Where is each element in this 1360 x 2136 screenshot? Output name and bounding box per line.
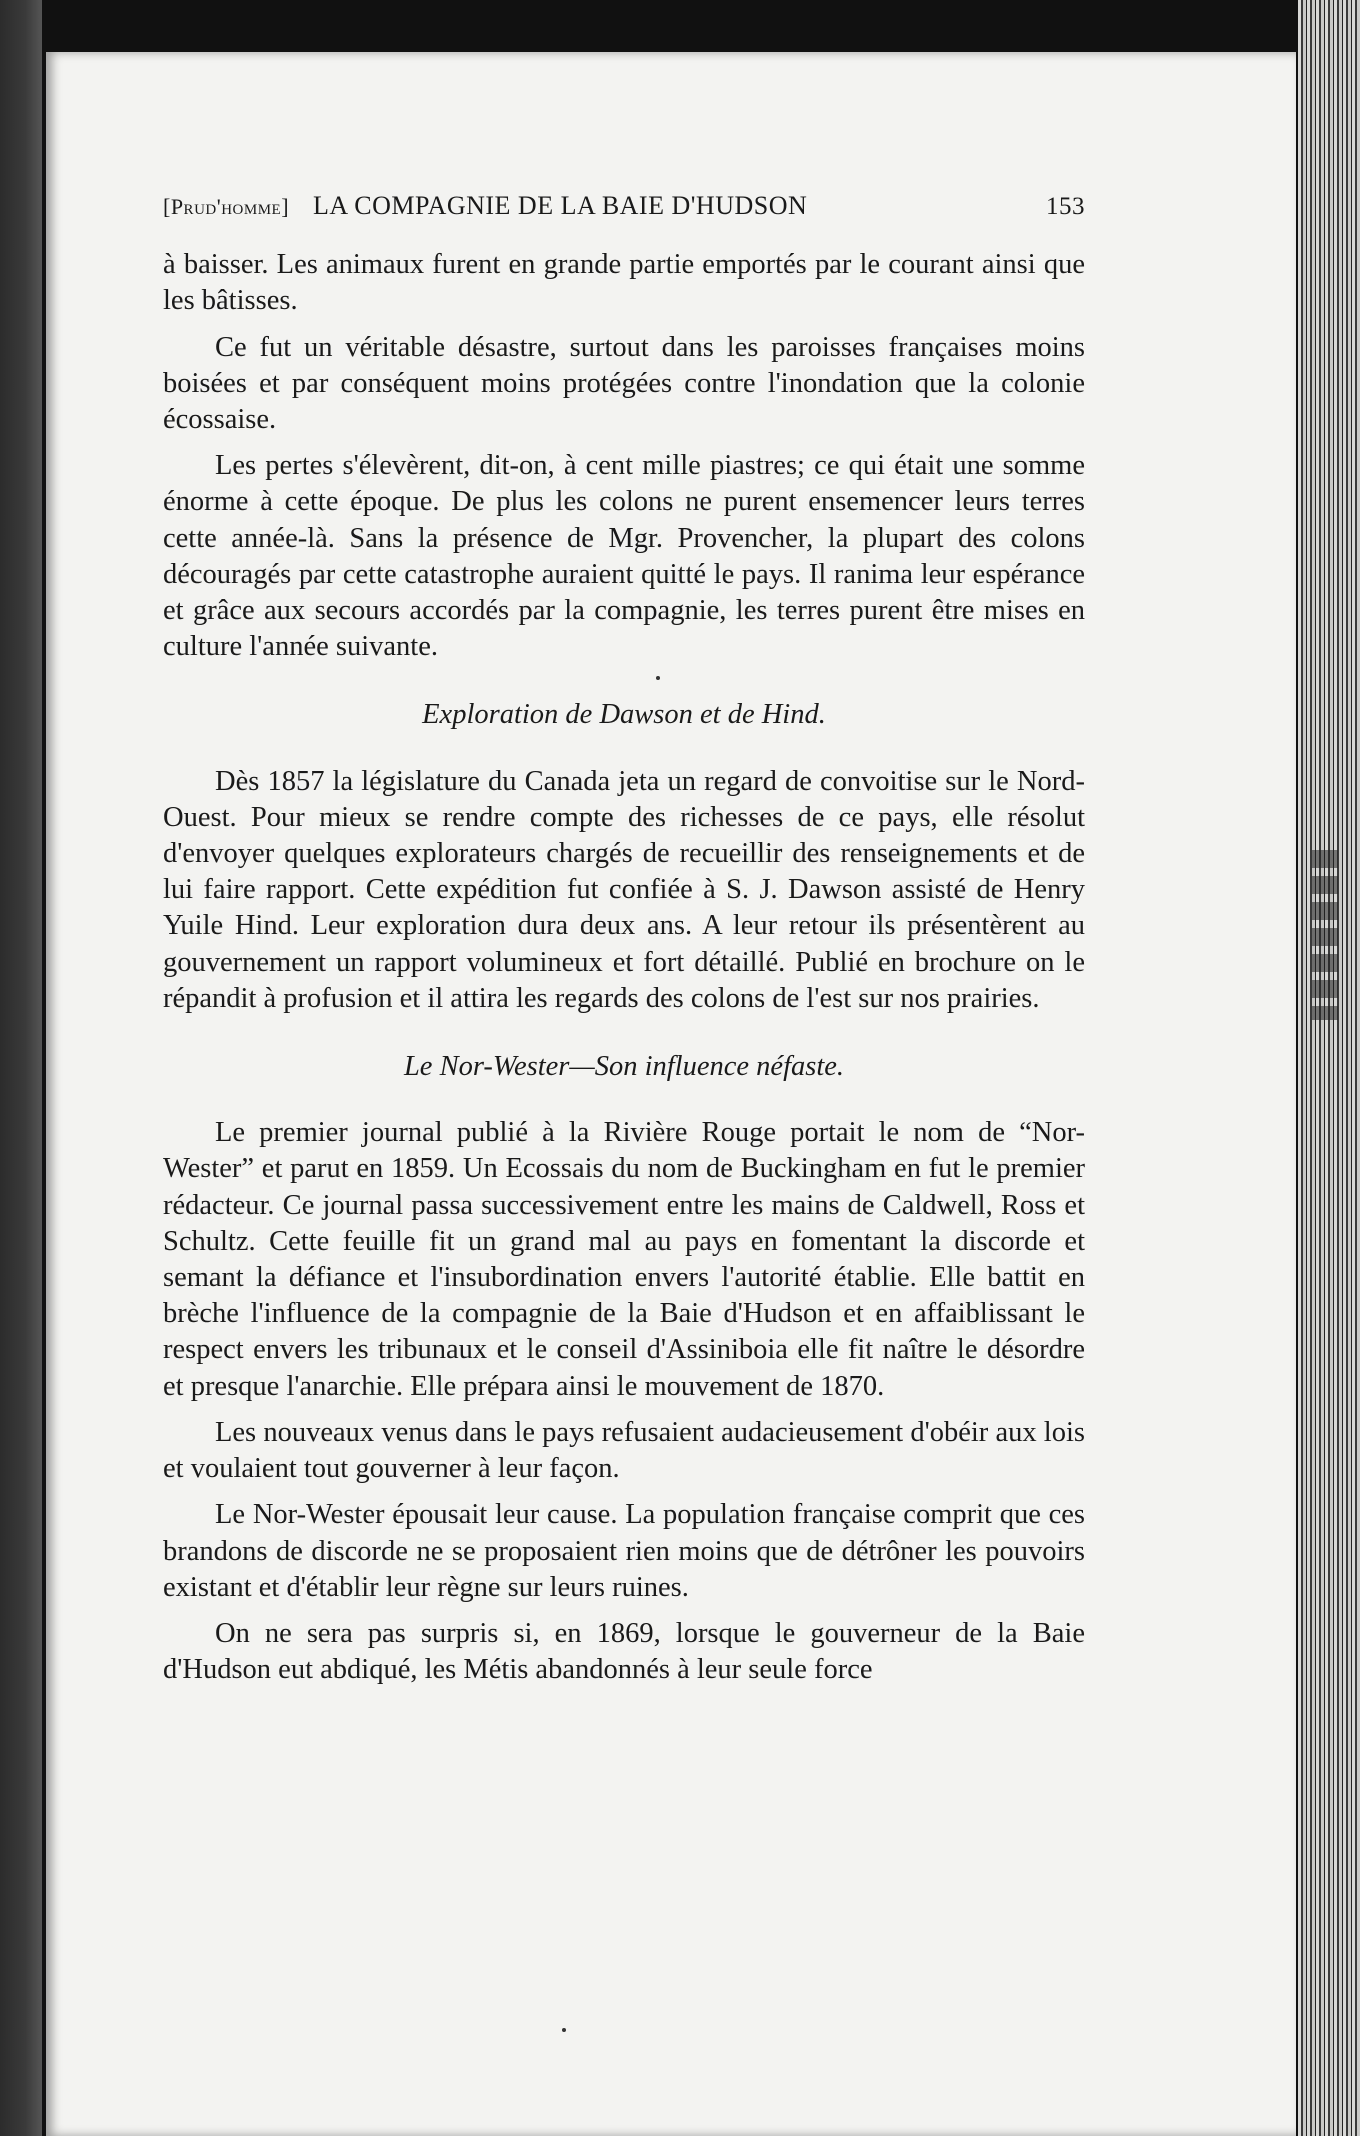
section-heading: Exploration de Dawson et de Hind.: [422, 699, 826, 731]
paragraph: Ce fut un véritable désastre, surtout dans les paroisses françaises moins boisées et par conséquent moins protégées contre l'inondation que la colonie écossaise.: [163, 331, 1085, 436]
scan-speck: [562, 2028, 566, 2032]
paragraph: Le Nor-Wester épousait leur cause. La population française comprit que ces brandons de discorde ne se proposaient rien moins que de détrôner les pouvoirs existant et d'établir leur règne sur leurs ruines.: [163, 1499, 1085, 1603]
section-heading: Le Nor-Wester—Son influence néfaste.: [403, 1051, 845, 1083]
running-head-title: LA COMPAGNIE DE LA BAIE D'HUDSON: [313, 191, 808, 220]
scan-speck: [656, 676, 660, 680]
running-head: [163, 188, 1085, 225]
page-text: [163, 188, 1085, 1688]
page-number: 153: [1046, 193, 1085, 220]
paragraph: Le premier journal publié à la Rivière Rouge portait le nom de “Nor-Wester” et parut en 1859. Un Ecossais du nom de Buckingham en fut le premier rédacteur. Ce journal passa successivement entre les mains de Caldwell, Ross et Schultz. Cette feuille fit un grand mal au pays en fomentant la discorde et semant la défiance et l'insubordination envers l'autorité établie. Elle battit en brèche l'influence de la compagnie de la Baie d'Hudson et en affaiblissant le respect envers les tribunaux et le conseil d'Assiniboia elle fit naître le désordre et presque l'anarchie. Elle prépara ainsi le mouvement de 1870.: [163, 1117, 1085, 1402]
book-page-edges: [1298, 0, 1360, 2136]
paragraph: Les nouveaux venus dans le pays refusaient audacieusement d'obéir aux lois et voulaient tout gouverner à leur façon.: [163, 1416, 1085, 1485]
paragraph: à baisser. Les animaux furent en grande partie emportés par le courant ainsi que les bâtisses.: [163, 249, 1085, 317]
paragraph: On ne sera pas surpris si, en 1869, lorsque le gouverneur de la Baie d'Hudson eut abdiqué, les Métis abandonnés à leur seule force: [163, 1617, 1085, 1686]
scan-left-border: [0, 0, 42, 2136]
running-head-author: [Prud'homme]: [163, 194, 290, 219]
edge-ink-mark: [1312, 850, 1338, 1020]
paragraph: Dès 1857 la législature du Canada jeta un regard de convoitise sur le Nord-Ouest. Pour mieux se rendre compte des richesses de ce pays, elle résolut d'envoyer quelques explorateurs chargés de recueillir des renseignements et de lui faire rapport. Cette expédition fut confiée à S. J. Dawson assisté de Henry Yuile Hind. Leur exploration dura deux ans. A leur retour ils présentèrent au gouvernement un rapport volumineux et fort détaillé. Publié en brochure on le répandit à profusion et il attira les regards des colons de l'est sur nos prairies.: [163, 765, 1085, 1014]
paragraph: Les pertes s'élevèrent, dit-on, à cent mille piastres; ce qui était une somme énorme à cette époque. De plus les colons ne purent ensemencer leurs terres cette année-là. Sans la présence de Mgr. Provencher, la plupart des colons découragés par cette catastrophe auraient quitté le pays. Il ranima leur espérance et grâce aux secours accordés par la compagnie, les terres purent être mises en culture l'année suivante.: [163, 450, 1085, 663]
